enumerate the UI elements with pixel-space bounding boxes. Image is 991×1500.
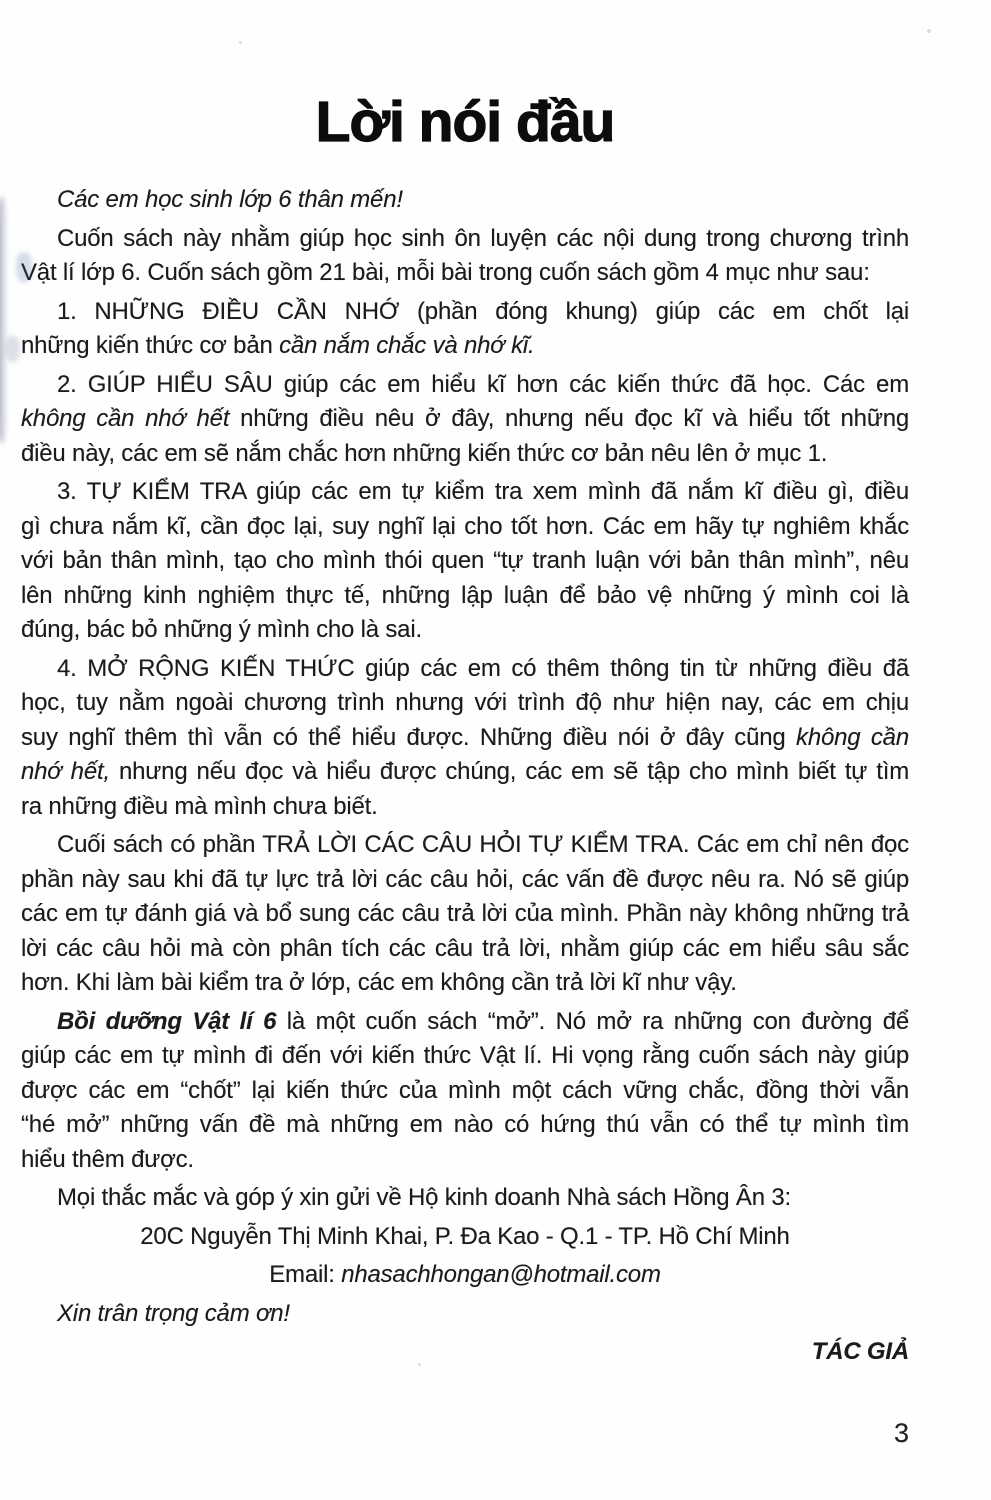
answers-section-note [21, 828, 909, 1001]
text-line [21, 295, 909, 330]
text-line [21, 721, 909, 756]
text-line [21, 897, 909, 932]
text-segment: Xin trân trọng cảm ơn! [57, 1299, 290, 1327]
text-line [21, 1074, 909, 1109]
text-segment: nhớ hết, [21, 758, 110, 786]
contact-address [21, 1220, 909, 1255]
text-segment: Cuốn sách này nhằm giúp học sinh ôn luyện các nội dung trong chương trình [57, 224, 909, 252]
page-number: 3 [894, 1418, 910, 1448]
text-line [21, 828, 909, 863]
intro [21, 222, 909, 291]
section-4-mo-rong-kien-thuc [21, 652, 909, 825]
text-line [21, 1005, 909, 1040]
text-line [21, 222, 909, 257]
text-line [21, 932, 909, 967]
text-segment: học, tuy nằm ngoài chương trình nhưng với trình độ như hiện nay, các em chịu [21, 689, 909, 717]
text-line [21, 966, 909, 1001]
scan-speck [418, 1363, 421, 1366]
text-segment: Các em học sinh lớp 6 thân mến! [57, 186, 403, 214]
text-line [21, 256, 909, 291]
text-segment: không cần [796, 723, 909, 751]
text-line [21, 686, 909, 721]
text-segment: nhasachhongan@hotmail.com [341, 1261, 661, 1289]
author-credit [21, 1335, 909, 1370]
contact-note [21, 1181, 909, 1216]
text-segment: lên những kinh nghiệm thực tế, những lập luận để bảo vệ những ý mình coi là [21, 581, 909, 609]
text-line [21, 437, 909, 472]
text-segment: 2. GIÚP HIỂU SÂU giúp các em hiểu kĩ hơn các kiến thức đã học. Các em [57, 370, 909, 398]
section-1-nhung-dieu-can-nho [21, 295, 909, 364]
text-line [21, 402, 909, 437]
text-segment: hơn. Khi làm bài kiểm tra ở lớp, các em không cần trả lời kĩ như vậy. [21, 969, 737, 997]
text-segment: Cuối sách có phần TRẢ LỜI CÁC CÂU HỎI TỰ KIỂM TRA. Các em chỉ nên đọc [57, 831, 909, 859]
scan-ink-artifact [6, 336, 20, 362]
text-segment: giúp các em tự mình đi đến với kiến thức Vật lí. Hi vọng rằng cuốn sách này giúp [21, 1042, 909, 1070]
text-segment: cần nắm chắc và nhớ kĩ. [279, 332, 535, 360]
text-segment: lời các câu hỏi mà còn phân tích các câu trả lời, nhằm giúp các em hiểu sâu sắc [21, 934, 909, 962]
contact-email [21, 1258, 909, 1293]
text-segment: nhưng nếu đọc và hiểu được chúng, các em sẽ tập cho mình biết tự tìm [109, 758, 909, 786]
text-line [21, 1297, 909, 1332]
scan-gutter-shadow [0, 196, 8, 444]
text-segment: những kiến thức cơ bản [21, 332, 280, 360]
text-line [21, 652, 909, 687]
text-segment: là một cuốn sách “mở”. Nó mở ra những con đường để [276, 1007, 909, 1035]
section-3-tu-kiem-tra [21, 475, 909, 648]
text-segment: được các em “chốt” lại kiến thức của mình một cách vững chắc, đồng thời vẫn [21, 1076, 909, 1104]
text-segment: Mọi thắc mắc và góp ý xin gửi về Hộ kinh doanh Nhà sách Hồng Ân 3: [57, 1184, 791, 1212]
page-title: Lời nói đầu [315, 90, 615, 154]
text-line [21, 1258, 909, 1293]
text-segment: 4. MỞ RỘNG KIẾN THỨC giúp các em có thêm thông tin từ những điều đã [57, 654, 909, 682]
text-line [21, 579, 909, 614]
text-segment: với bản thân mình, tạo cho mình thói quen “tự tranh luận với bản thân mình”, nêu [21, 547, 909, 575]
thanks [21, 1297, 909, 1332]
text-segment: Bồi dưỡng Vật lí 6 [57, 1007, 277, 1035]
document-body [21, 183, 909, 1370]
scan-speck [927, 29, 931, 33]
page-content [0, 88, 991, 1370]
greeting [21, 183, 909, 218]
text-segment: hiểu thêm được. [21, 1145, 194, 1173]
text-line [21, 755, 909, 790]
scan-speck [239, 41, 242, 44]
text-line [21, 475, 909, 510]
text-segment: gì chưa nắm kĩ, cần đọc lại, suy nghĩ lại cho tốt hơn. Các em hãy tự nghiêm khắc [21, 512, 909, 540]
text-segment: suy nghĩ thêm thì vẫn có thể hiểu được. Những điều nói ở đây cũng [21, 723, 797, 751]
text-segment: ra những điều mà mình chưa biết. [21, 792, 378, 820]
text-segment: Vật lí lớp 6. Cuốn sách gồm 21 bài, mỗi bài trong cuốn sách gồm 4 mục như sau: [21, 259, 870, 287]
text-segment: 3. TỰ KIỂM TRA giúp các em tự kiểm tra xem mình đã nắm kĩ điều gì, điều [57, 478, 909, 506]
text-line [21, 329, 909, 364]
text-line [21, 368, 909, 403]
section-2-giup-hieu-sau [21, 368, 909, 472]
text-segment: Email: [269, 1261, 342, 1289]
text-segment: đúng, bác bỏ những ý mình cho là sai. [21, 616, 422, 644]
closing-open-book [21, 1005, 909, 1178]
text-line [21, 544, 909, 579]
text-segment: 20C Nguyễn Thị Minh Khai, P. Đa Kao - Q.1 - TP. Hồ Chí Minh [140, 1222, 790, 1250]
text-line [21, 1220, 909, 1255]
text-line [21, 183, 909, 218]
text-line [21, 1335, 909, 1370]
text-line [21, 510, 909, 545]
text-segment: “hé mở” những vấn đề mà những em nào có hứng thú vẫn có thể tự mình tìm [21, 1111, 909, 1139]
text-segment: TÁC GIẢ [811, 1338, 909, 1366]
text-segment: không cần nhớ hết [21, 405, 230, 433]
scan-ink-artifact [16, 252, 32, 282]
text-segment: 1. NHỮNG ĐIỀU CẦN NHỚ (phần đóng khung) giúp các em chốt lại [57, 297, 909, 325]
text-line [21, 1039, 909, 1074]
text-line [21, 1108, 909, 1143]
text-line [21, 790, 909, 825]
text-segment: điều này, các em sẽ nắm chắc hơn những kiến thức cơ bản nêu lên ở mục 1. [21, 439, 828, 467]
text-segment: những điều nêu ở đây, nhưng nếu đọc kĩ và hiểu tốt những [229, 405, 909, 433]
text-segment: phần này sau khi đã tự lực trả lời các câu hỏi, các vấn đề được nêu ra. Nó sẽ giúp [21, 865, 909, 893]
text-line [21, 1181, 909, 1216]
text-line [21, 613, 909, 648]
text-line [21, 863, 909, 898]
text-line [21, 1143, 909, 1178]
text-segment: các em tự đánh giá và bổ sung các câu trả lời của mình. Phần này không những trả [21, 900, 909, 928]
